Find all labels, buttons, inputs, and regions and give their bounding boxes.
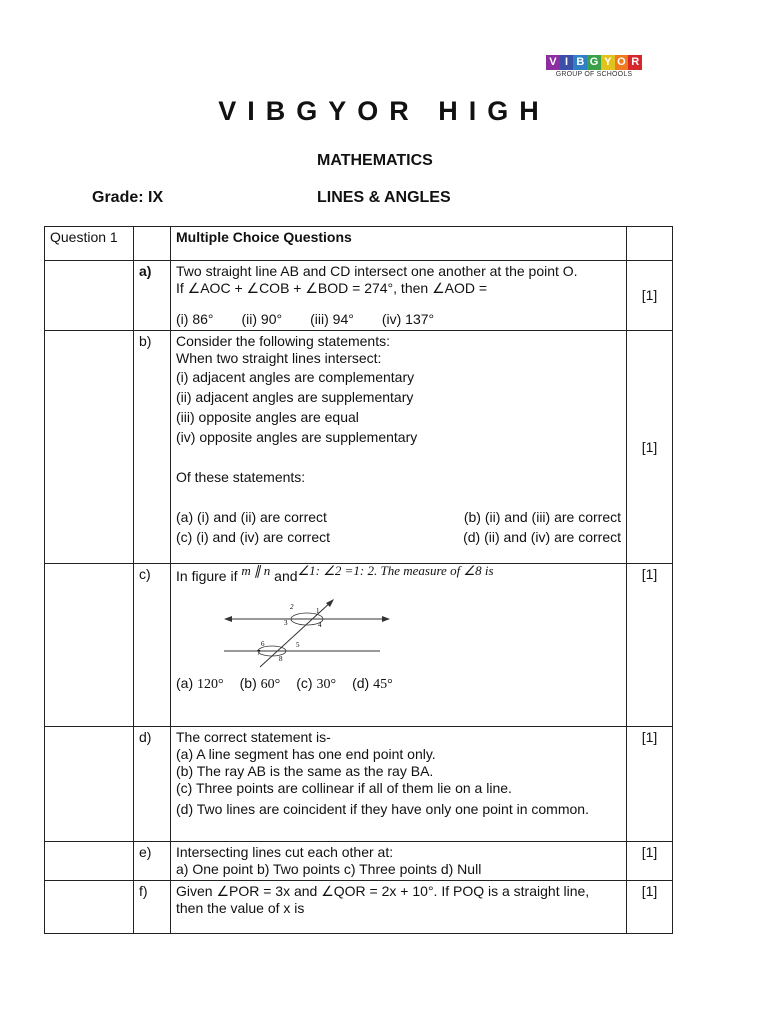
question-line: The correct statement is- <box>176 729 331 745</box>
option: (c) 30° <box>296 675 337 692</box>
figure-label: 8 <box>279 655 283 663</box>
part-label: b) <box>134 331 171 564</box>
part-label: a) <box>134 261 171 331</box>
question-text <box>171 881 627 934</box>
part-label: c) <box>134 564 171 727</box>
figure-label: 1 <box>316 607 320 615</box>
table-row <box>45 227 673 261</box>
subject-title: MATHEMATICS <box>317 152 433 169</box>
option: (a) 120° <box>176 675 224 692</box>
question-text <box>171 727 627 842</box>
logo-letter: B <box>573 55 587 70</box>
question-line: (d) Two lines are coincident if they have only one point in common. <box>176 801 589 817</box>
question-number: Question 1 <box>45 227 134 261</box>
logo-letter: Y <box>601 55 615 70</box>
empty-cell <box>45 842 134 881</box>
option: (ii) 90° <box>241 311 283 327</box>
statement: (iii) opposite angles are equal <box>176 409 359 425</box>
section-title: Multiple Choice Questions <box>171 227 627 261</box>
empty-cell <box>45 564 134 727</box>
marks: [1] <box>627 881 673 934</box>
logo-letter: O <box>615 55 629 70</box>
question-text <box>171 331 627 564</box>
question-line: a) One point b) Two points c) Three points d) Null <box>176 861 482 877</box>
logo-subtitle: GROUP OF SCHOOLS <box>555 71 633 78</box>
option: (b) (ii) and (iii) are correct <box>463 509 621 525</box>
option: (iv) 137° <box>381 311 435 327</box>
parallel-condition: m ∥ n <box>241 563 271 578</box>
school-name: VIBGYOR HIGH <box>218 96 550 126</box>
part-label: f) <box>134 881 171 934</box>
parallel-lines-figure <box>224 591 394 671</box>
question-line: When two straight lines intersect: <box>176 350 382 366</box>
question-line: (b) The ray AB is the same as the ray BA. <box>176 763 434 779</box>
marks: [1] <box>627 564 673 727</box>
question-line: Two straight line AB and CD intersect one another at the point O. <box>176 263 578 279</box>
figure-label: 7 <box>257 649 261 657</box>
options-row <box>176 527 621 547</box>
figure-label: 4 <box>318 621 322 629</box>
marks: [1] <box>627 261 673 331</box>
question-text <box>171 564 627 727</box>
logo-letter: I <box>560 55 574 70</box>
option: (a) (i) and (ii) are correct <box>176 509 327 525</box>
statement: (iv) opposite angles are supplementary <box>176 429 418 445</box>
logo-letter: G <box>587 55 601 70</box>
empty-cell <box>45 261 134 331</box>
empty-cell <box>134 227 171 261</box>
figure-label: 2 <box>290 603 294 611</box>
options-row <box>176 311 621 328</box>
logo-letter: V <box>546 55 560 70</box>
logo-letter: R <box>628 55 642 70</box>
option: (d) 45° <box>352 675 393 692</box>
logo-letters <box>546 55 642 70</box>
statement: (ii) adjacent angles are supplementary <box>176 389 414 405</box>
table-row <box>45 881 673 934</box>
school-logo <box>546 55 642 78</box>
option: (b) 60° <box>239 675 281 692</box>
option: (iii) 94° <box>310 311 354 327</box>
part-label: e) <box>134 842 171 881</box>
question-line: Consider the following statements: <box>176 333 390 349</box>
marks: [1] <box>627 727 673 842</box>
question-text <box>171 261 627 331</box>
question-text <box>171 842 627 881</box>
option: (i) 86° <box>176 311 214 327</box>
figure-label: 3 <box>284 619 288 627</box>
and-word: and <box>274 568 298 584</box>
part-label: d) <box>134 727 171 842</box>
empty-cell <box>45 727 134 842</box>
figure-label: 5 <box>296 641 300 649</box>
option: (c) (i) and (iv) are correct <box>176 529 331 545</box>
empty-cell <box>45 881 134 934</box>
empty-cell <box>627 227 673 261</box>
question-line: (a) A line segment has one end point only. <box>176 746 436 762</box>
table-row <box>45 727 673 842</box>
table-row <box>45 564 673 727</box>
ratio-statement: ∠1: ∠2 =1: 2. The measure of ∠8 is <box>297 563 494 578</box>
question-line: (c) Three points are collinear if all of them lie on a line. <box>176 780 512 796</box>
question-line: then the value of x is <box>176 900 305 916</box>
question-line: Intersecting lines cut each other at: <box>176 844 394 860</box>
statement: (i) adjacent angles are complementary <box>176 369 415 385</box>
table-row <box>45 261 673 331</box>
grade-label: Grade: IX <box>92 189 164 206</box>
options-row <box>176 675 621 693</box>
marks: [1] <box>627 331 673 564</box>
option: (d) (ii) and (iv) are correct <box>463 529 621 545</box>
table-row <box>45 331 673 564</box>
options-row <box>176 507 621 527</box>
empty-cell <box>45 331 134 564</box>
question-line: If ∠AOC + ∠COB + ∠BOD = 274°, then ∠AOD = <box>176 280 488 296</box>
of-these-label: Of these statements: <box>176 469 306 485</box>
table-row <box>45 842 673 881</box>
marks: [1] <box>627 842 673 881</box>
question-line: Given ∠POR = 3x and ∠QOR = 2x + 10°. If POQ is a straight line, <box>176 883 590 899</box>
question-table <box>44 226 673 934</box>
topic-title: LINES & ANGLES <box>317 189 451 206</box>
question-prefix: In figure if <box>176 568 238 584</box>
figure-label: 6 <box>261 640 265 648</box>
